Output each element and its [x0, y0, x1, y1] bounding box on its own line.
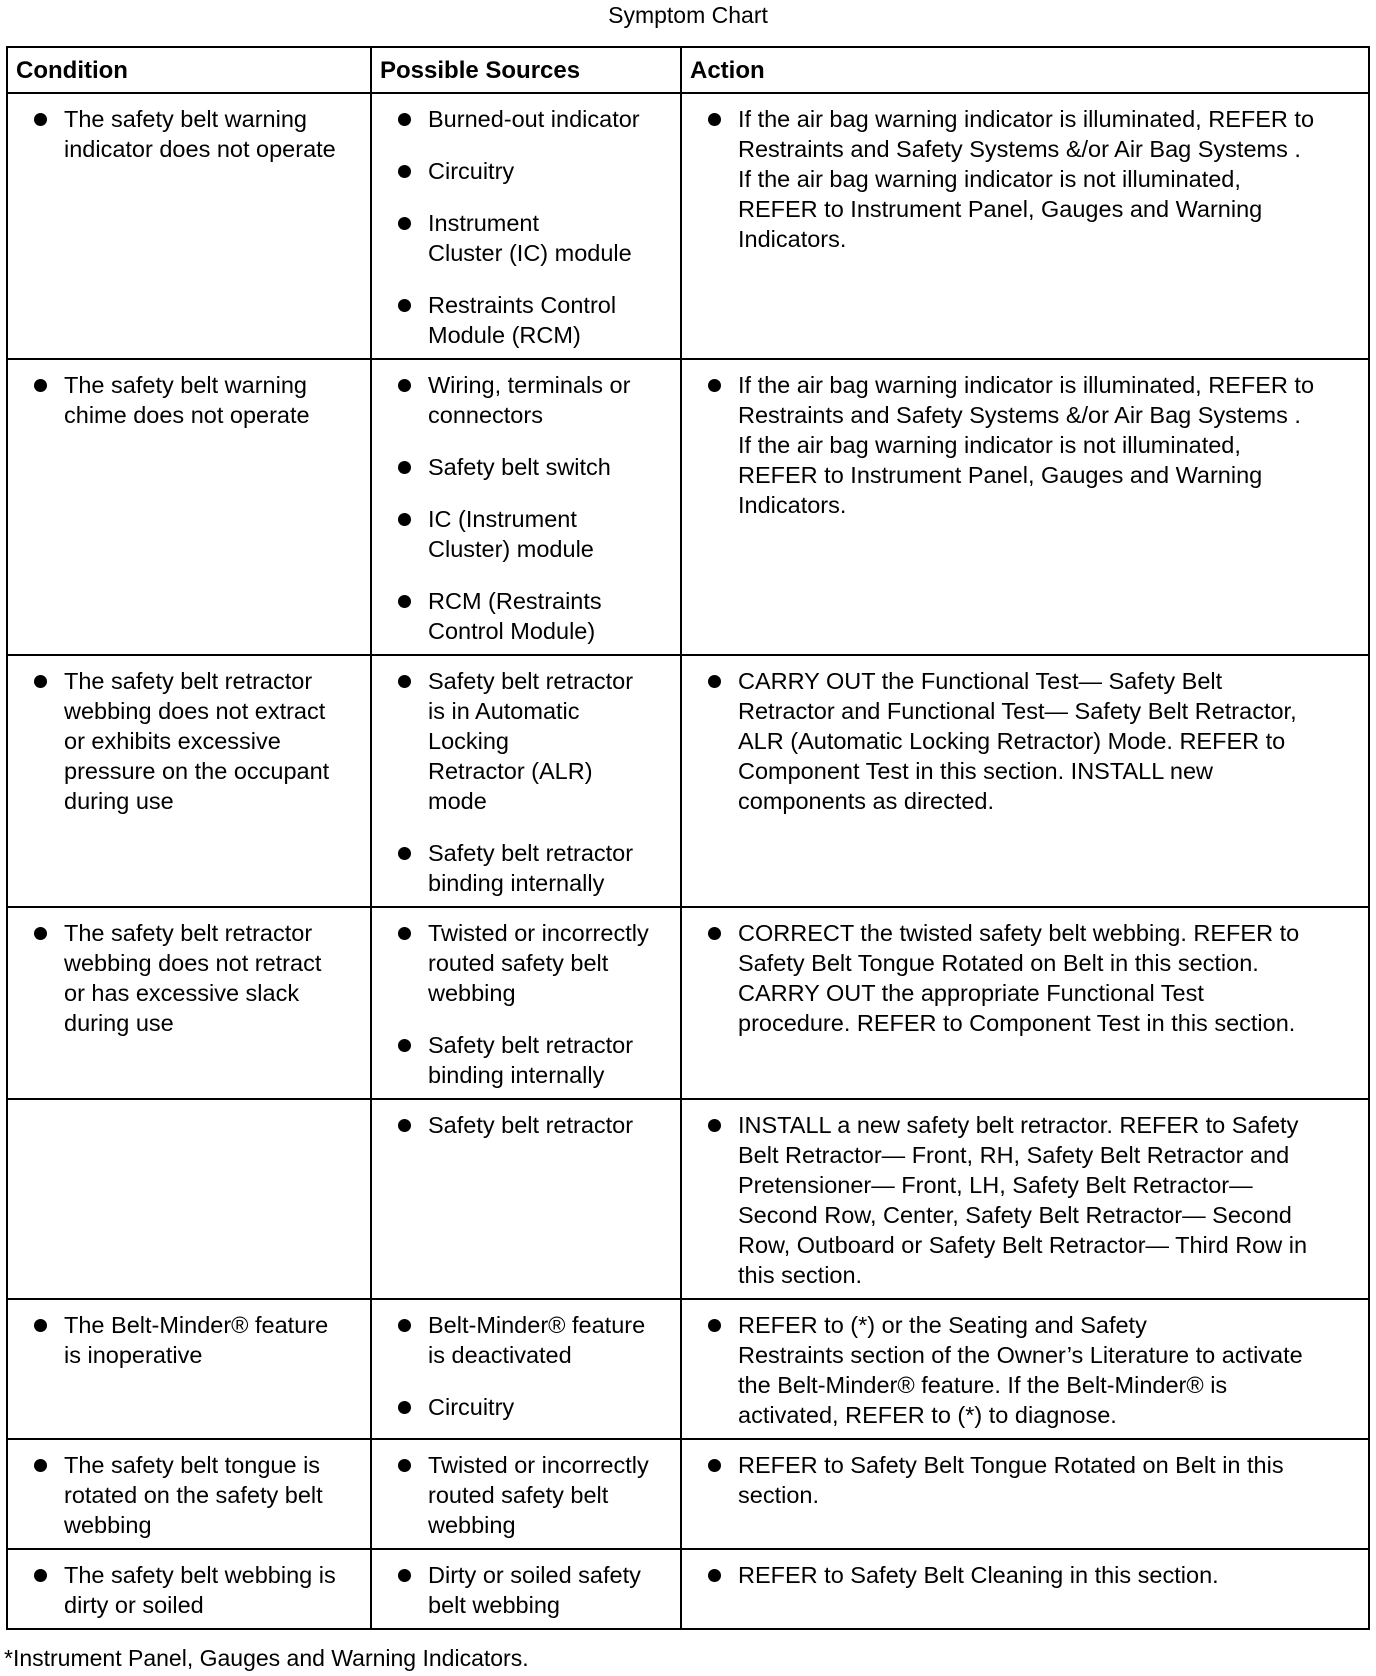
text-line: If the air bag warning indicator is illuminated, REFER to	[738, 372, 1315, 398]
text-line: If the air bag warning indicator is not illuminated,	[738, 166, 1241, 192]
text-line: webbing	[428, 1512, 516, 1538]
text-line: REFER to (*) or the Seating and Safety	[738, 1312, 1147, 1338]
text-line: indicator does not operate	[64, 136, 336, 162]
text-line: Retractor (ALR)	[428, 758, 593, 784]
bullet-item	[380, 1310, 674, 1370]
text-line: Burned-out indicator	[428, 106, 640, 132]
condition-cell	[7, 93, 371, 359]
sources-cell	[371, 1299, 681, 1439]
footnote: *Instrument Panel, Gauges and Warning Indicators.	[4, 1645, 529, 1671]
bullet-item	[16, 918, 364, 1038]
condition-cell	[7, 1439, 371, 1549]
text-line: pressure on the occupant	[64, 758, 330, 784]
text-line: The safety belt tongue is	[64, 1452, 321, 1478]
text-line: chime does not operate	[64, 402, 310, 428]
text-line: during use	[64, 788, 174, 814]
text-line: Instrument	[428, 210, 540, 236]
action-cell	[681, 1299, 1369, 1439]
text-line: webbing does not retract	[64, 950, 322, 976]
text-line: Safety belt retractor	[428, 1032, 634, 1058]
text-line: Pretensioner— Front, LH, Safety Belt Retractor—	[738, 1172, 1253, 1198]
table-row	[7, 1549, 1369, 1629]
text-line: or has excessive slack	[64, 980, 300, 1006]
sources-list	[380, 1110, 674, 1140]
action-cell	[681, 1439, 1369, 1549]
text-line: CARRY OUT the appropriate Functional Test	[738, 980, 1204, 1006]
condition-cell	[7, 907, 371, 1099]
text-line: REFER to Instrument Panel, Gauges and Warning	[738, 462, 1263, 488]
table-row	[7, 1299, 1369, 1439]
text-line: REFER to Safety Belt Cleaning in this section.	[738, 1562, 1219, 1588]
table-row	[7, 1099, 1369, 1299]
text-line: during use	[64, 1010, 174, 1036]
sources-cell	[371, 359, 681, 655]
symptom-table	[6, 46, 1370, 1630]
condition-cell	[7, 1099, 371, 1299]
text-line: The safety belt retractor	[64, 920, 313, 946]
sources-cell	[371, 655, 681, 907]
condition-list	[16, 918, 364, 1038]
sources-list	[380, 1310, 674, 1422]
text-line: Safety belt retractor	[428, 1112, 634, 1138]
bullet-item	[380, 838, 674, 898]
text-line: Cluster (IC) module	[428, 240, 632, 266]
header-action: Action	[681, 47, 1369, 93]
action-list	[690, 1560, 1362, 1590]
text-line: ALR (Automatic Locking Retractor) Mode. REFER to	[738, 728, 1286, 754]
text-line: Restraints section of the Owner’s Literature to activate	[738, 1342, 1303, 1368]
header-row	[7, 47, 1369, 93]
text-line: Restraints and Safety Systems &/or Air Bag Systems .	[738, 402, 1301, 428]
action-cell	[681, 907, 1369, 1099]
action-list	[690, 918, 1362, 1038]
text-line: If the air bag warning indicator is illuminated, REFER to	[738, 106, 1315, 132]
text-line: binding internally	[428, 870, 605, 896]
bullet-item	[380, 504, 674, 564]
bullet-item	[690, 1110, 1362, 1290]
text-line: components as directed.	[738, 788, 995, 814]
text-line: Second Row, Center, Safety Belt Retractor— Second	[738, 1202, 1292, 1228]
text-line: Safety belt retractor	[428, 840, 634, 866]
text-line: Dirty or soiled safety	[428, 1562, 641, 1588]
text-line: Row, Outboard or Safety Belt Retractor— Third Row in	[738, 1232, 1308, 1258]
bullet-item	[690, 1450, 1362, 1510]
bullet-item	[16, 1450, 364, 1540]
sources-cell	[371, 93, 681, 359]
text-line: The safety belt webbing is	[64, 1562, 336, 1588]
condition-cell	[7, 1299, 371, 1439]
action-list	[690, 1310, 1362, 1430]
text-line: Restraints Control	[428, 292, 617, 318]
text-line: Indicators.	[738, 492, 847, 518]
bullet-item	[16, 666, 364, 816]
text-line: CARRY OUT the Functional Test— Safety Belt	[738, 668, 1223, 694]
bullet-item	[16, 1310, 364, 1370]
action-cell	[681, 359, 1369, 655]
bullet-item	[690, 918, 1362, 1038]
condition-list	[16, 1560, 364, 1620]
sources-list	[380, 1450, 674, 1540]
text-line: The safety belt warning	[64, 372, 307, 398]
bullet-item	[690, 666, 1362, 816]
bullet-item	[380, 1110, 674, 1140]
text-line: Cluster) module	[428, 536, 594, 562]
bullet-item	[380, 452, 674, 482]
bullet-item	[690, 370, 1362, 520]
condition-list	[16, 370, 364, 430]
bullet-item	[380, 1450, 674, 1540]
table-row	[7, 93, 1369, 359]
text-line: The safety belt retractor	[64, 668, 313, 694]
text-line: mode	[428, 788, 487, 814]
text-line: Circuitry	[428, 158, 515, 184]
bullet-item	[690, 1310, 1362, 1430]
action-list	[690, 1110, 1362, 1290]
sources-cell	[371, 1099, 681, 1299]
action-cell	[681, 1549, 1369, 1629]
bullet-item	[690, 1560, 1362, 1590]
text-line: rotated on the safety belt	[64, 1482, 323, 1508]
table-row	[7, 359, 1369, 655]
bullet-item	[380, 156, 674, 186]
condition-list	[16, 1450, 364, 1540]
text-line: Twisted or incorrectly	[428, 920, 649, 946]
text-line: REFER to Instrument Panel, Gauges and Warning	[738, 196, 1263, 222]
sources-cell	[371, 1549, 681, 1629]
text-line: section.	[738, 1482, 819, 1508]
text-line: RCM (Restraints	[428, 588, 602, 614]
bullet-item	[380, 370, 674, 430]
text-line: procedure. REFER to Component Test in this section.	[738, 1010, 1296, 1036]
text-line: REFER to Safety Belt Tongue Rotated on Belt in this	[738, 1452, 1284, 1478]
bullet-item	[380, 290, 674, 350]
text-line: is deactivated	[428, 1342, 572, 1368]
action-cell	[681, 1099, 1369, 1299]
condition-list	[16, 104, 364, 164]
sources-cell	[371, 907, 681, 1099]
text-line: Restraints and Safety Systems &/or Air Bag Systems .	[738, 136, 1301, 162]
text-line: or exhibits excessive	[64, 728, 281, 754]
bullet-item	[380, 666, 674, 816]
text-line: this section.	[738, 1262, 863, 1288]
table-row	[7, 655, 1369, 907]
action-list	[690, 104, 1362, 254]
text-line: INSTALL a new safety belt retractor. REFER to Safety	[738, 1112, 1299, 1138]
bullet-item	[380, 208, 674, 268]
text-line: Control Module)	[428, 618, 596, 644]
condition-cell	[7, 655, 371, 907]
text-line: If the air bag warning indicator is not illuminated,	[738, 432, 1241, 458]
text-line: activated, REFER to (*) to diagnose.	[738, 1402, 1117, 1428]
bullet-item	[16, 1560, 364, 1620]
table-row	[7, 1439, 1369, 1549]
header-condition: Condition	[7, 47, 371, 93]
text-line: Retractor and Functional Test— Safety Belt Retractor,	[738, 698, 1297, 724]
bullet-item	[380, 918, 674, 1008]
text-line: is inoperative	[64, 1342, 203, 1368]
sources-list	[380, 1560, 674, 1620]
text-line: routed safety belt	[428, 1482, 609, 1508]
text-line: Circuitry	[428, 1394, 515, 1420]
text-line: Locking	[428, 728, 509, 754]
table-body	[7, 93, 1369, 1629]
sources-cell	[371, 1439, 681, 1549]
text-line: routed safety belt	[428, 950, 609, 976]
text-line: dirty or soiled	[64, 1592, 204, 1618]
text-line: The safety belt warning	[64, 106, 307, 132]
action-cell	[681, 93, 1369, 359]
sources-list	[380, 666, 674, 898]
text-line: Safety Belt Tongue Rotated on Belt in this section.	[738, 950, 1259, 976]
text-line: Belt Retractor— Front, RH, Safety Belt Retractor and	[738, 1142, 1290, 1168]
text-line: Safety belt switch	[428, 454, 611, 480]
text-line: binding internally	[428, 1062, 605, 1088]
condition-list	[16, 666, 364, 816]
sources-list	[380, 104, 674, 350]
condition-cell	[7, 359, 371, 655]
text-line: Indicators.	[738, 226, 847, 252]
text-line: The Belt-Minder® feature	[64, 1312, 329, 1338]
text-line: Belt-Minder® feature	[428, 1312, 646, 1338]
text-line: webbing	[428, 980, 516, 1006]
bullet-item	[380, 1030, 674, 1090]
text-line: belt webbing	[428, 1592, 560, 1618]
header-possible-sources: Possible Sources	[371, 47, 681, 93]
sources-list	[380, 370, 674, 646]
bullet-item	[380, 1392, 674, 1422]
text-line: CORRECT the twisted safety belt webbing. REFER to	[738, 920, 1300, 946]
text-line: Safety belt retractor	[428, 668, 634, 694]
sources-list	[380, 918, 674, 1090]
action-list	[690, 666, 1362, 816]
chart-title: Symptom Chart	[608, 2, 768, 28]
action-list	[690, 1450, 1362, 1510]
text-line: webbing does not extract	[64, 698, 326, 724]
action-list	[690, 370, 1362, 520]
action-cell	[681, 655, 1369, 907]
condition-list	[16, 1310, 364, 1370]
condition-cell	[7, 1549, 371, 1629]
text-line: Component Test in this section. INSTALL new	[738, 758, 1214, 784]
bullet-item	[380, 104, 674, 134]
bullet-item	[16, 370, 364, 430]
bullet-item	[380, 586, 674, 646]
text-line: the Belt-Minder® feature. If the Belt-Minder® is	[738, 1372, 1228, 1398]
text-line: IC (Instrument	[428, 506, 577, 532]
text-line: Wiring, terminals or	[428, 372, 631, 398]
text-line: is in Automatic	[428, 698, 580, 724]
text-line: webbing	[64, 1512, 152, 1538]
bullet-item	[16, 104, 364, 164]
text-line: Twisted or incorrectly	[428, 1452, 649, 1478]
text-line: Module (RCM)	[428, 322, 581, 348]
text-line: connectors	[428, 402, 543, 428]
bullet-item	[380, 1560, 674, 1620]
table-row	[7, 907, 1369, 1099]
bullet-item	[690, 104, 1362, 254]
